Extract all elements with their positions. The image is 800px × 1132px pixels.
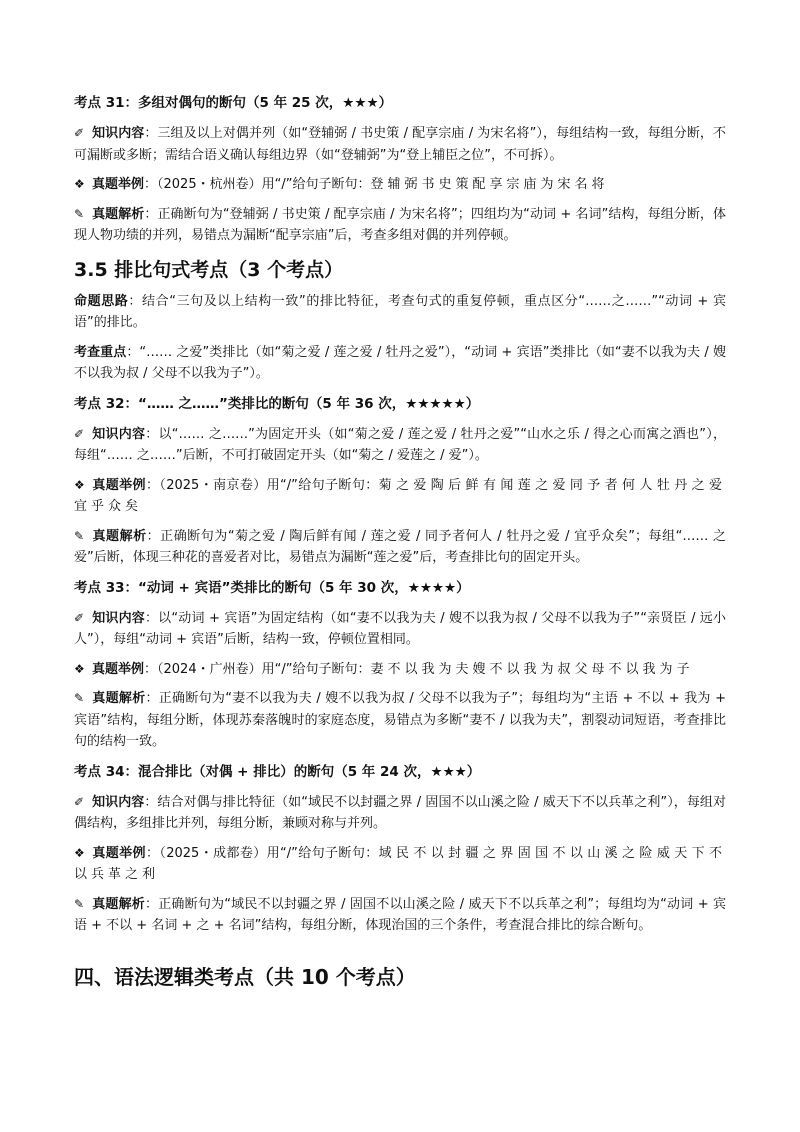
kp32-example [74,475,726,518]
kp32-knowledge [74,424,726,467]
knowledge-label: 知识内容 [92,610,145,626]
kp33-block [74,577,726,753]
pencil-icon: ✐ [74,610,85,625]
section-3-5-heading: 3.5 排比句式考点（3 个考点） [74,258,344,281]
knowledge-label: 知识内容 [92,426,146,442]
pen-nib-icon: ✎ [74,691,85,705]
pen-nib-icon: ✎ [74,528,85,543]
example-label: 真题举例 [92,661,145,677]
knowledge-text: ：以“…… 之……”为固定开头（如“菊之爱 / 莲之爱 / 牡丹之爱”“山水之乐 / 得之心而寓之酒也”），每组“…… 之……”后断，不可打破固定开头（如“菊之 / 爱莲之 / 爱”）。 [74,426,726,463]
analysis-text: ：正确断句为“菊之爱 / 陶后鲜有闻 / 莲之爱 / 同予者何人 / 牡丹之爱 / 宜乎众矣”；每组“…… 之爱”后断，体现三种花的喜爱者对比，易错点为漏断“莲之爱”后，考查排比句的固定开头。 [74,528,726,565]
example-text: ：（2025・杭州卷）用“/”给句子断句： [144,177,371,192]
example-sentence: 菊之爱陶后鲜有闻莲之爱同予者何人牡丹之爱宜乎众矣 [74,477,726,514]
document-page [74,92,726,993]
analysis-text: ：正确断句为“妻不以我为夫 / 嫂不以我为叔 / 父母不以我为子”；每组均为“主语 + 不以 + 我为 + 宾语”结构，每组分断，体现苏秦落魄时的家庭态度，易错点为多断“妻不 / 以我为夫”，割裂动词短语，考查排比句的结构一致。 [74,691,726,749]
knowledge-label: 知识内容 [92,126,145,141]
example-label: 真题举例 [92,477,146,493]
knowledge-label: 知识内容 [92,794,145,810]
kp33-title: 考点 33：“动词 + 宾语”类排比的断句（5 年 30 次，★★★★） [74,579,470,596]
example-text: ：（2025・南京卷）用“/”给句子断句： [145,477,379,493]
analysis-label: 真题解析 [92,206,145,222]
kp32-block [74,393,726,569]
pencil-icon: ✐ [74,794,85,809]
kp31-knowledge [74,123,726,166]
knowledge-text: ：结合对偶与排比特征（如“域民不以封疆之界 / 固国不以山溪之险 / 威天下不以兵革之利”），每组对偶结构，多组排比并列，每组分断，兼顾对称与并列。 [74,794,726,831]
kp31-title: 考点 31：多组对偶句的断句（5 年 25 次，★★★） [74,95,393,111]
kp31-block [74,92,726,247]
kp34-knowledge [74,792,726,835]
kp32-analysis [74,526,726,569]
kp34-block [74,761,726,937]
example-text: ：（2025・成都卷）用“/”给句子断句： [145,845,379,861]
idea-label: 命题思路 [74,293,129,309]
kp34-title: 考点 34：混合排比（对偶 + 排比）的断句（5 年 24 次，★★★） [74,763,481,780]
diamond-bullet-icon: ❖ [74,661,85,676]
example-sentence: 登辅弼书史策配享宗庙为宋名将 [370,177,609,192]
focus-text: ：“…… 之爱”类排比（如“菊之爱 / 莲之爱 / 牡丹之爱”），“动词 + 宾语”类排比（如“妻不以我为夫 / 嫂不以我为叔 / 父母不以我为子”）。 [74,344,726,381]
kp34-analysis [74,894,726,937]
analysis-label: 真题解析 [92,896,146,912]
analysis-text: ：正确断句为“域民不以封疆之界 / 固国不以山溪之险 / 威天下不以兵革之利”；每组均为“动词 + 宾语 + 不以 + 名词 + 之 + 名词”结构，每组分断，体现治国的三个条件，考查混合排比的综合断句。 [74,896,726,933]
analysis-label: 真题解析 [92,528,147,544]
kp31-example [74,174,726,196]
section-3-5-idea [74,291,726,334]
section-4-heading: 四、语法逻辑类考点（共 10 个考点） [74,964,416,989]
diamond-bullet-icon: ❖ [74,177,85,191]
knowledge-text: ：三组及以上对偶并列（如“登辅弼 / 书史策 / 配享宗庙 / 为宋名将”），每组结构一致，每组分断，不可漏断或多断；需结合语义确认每组边界（如“登辅弼”为“登上辅臣之位”，不可拆）。 [74,126,726,163]
focus-label: 考查重点 [74,344,127,360]
kp32-title: 考点 32：“…… 之……”类排比的断句（5 年 36 次，★★★★★） [74,395,480,412]
kp33-knowledge [74,608,726,651]
kp33-analysis [74,688,726,753]
pen-nib-icon: ✎ [74,896,85,911]
analysis-text: ：正确断句为“登辅弼 / 书史策 / 配享宗庙 / 为宋名将”；四组均为“动词 + 名词”结构，每组分断，体现人物功绩的并列，易错点为漏断“配享宗庙”后，考查多组对偶的并列停顿。 [74,206,726,243]
example-sentence: 妻不以我为夫嫂不以我为叔父母不以我为子 [370,661,694,677]
kp34-example [74,843,726,886]
analysis-label: 真题解析 [92,691,146,706]
diamond-bullet-icon: ❖ [74,477,85,492]
example-label: 真题举例 [92,845,146,861]
pen-nib-icon: ✎ [74,206,85,221]
knowledge-text: ：以“动词 + 宾语”为固定结构（如“妻不以我为夫 / 嫂不以我为叔 / 父母不以我为子”“亲贤臣 / 远小人”），每组“动词 + 宾语”后断，结构一致，停顿位置相同。 [74,610,726,647]
pencil-icon: ✐ [74,126,85,140]
diamond-bullet-icon: ❖ [74,845,85,860]
example-text: ：（2024・广州卷）用“/”给句子断句： [144,661,371,677]
pencil-icon: ✐ [74,426,85,441]
kp33-example [74,659,726,681]
idea-text: ：结合“三句及以上结构一致”的排比特征，考查句式的重复停顿，重点区分“……之……”“动词 + 宾语”的排比。 [74,293,726,330]
section-3-5-focus [74,342,726,385]
example-sentence: 域民不以封疆之界固国不以山溪之险威天下不以兵革之利 [74,845,726,882]
example-label: 真题举例 [92,177,145,192]
kp31-analysis [74,204,726,247]
